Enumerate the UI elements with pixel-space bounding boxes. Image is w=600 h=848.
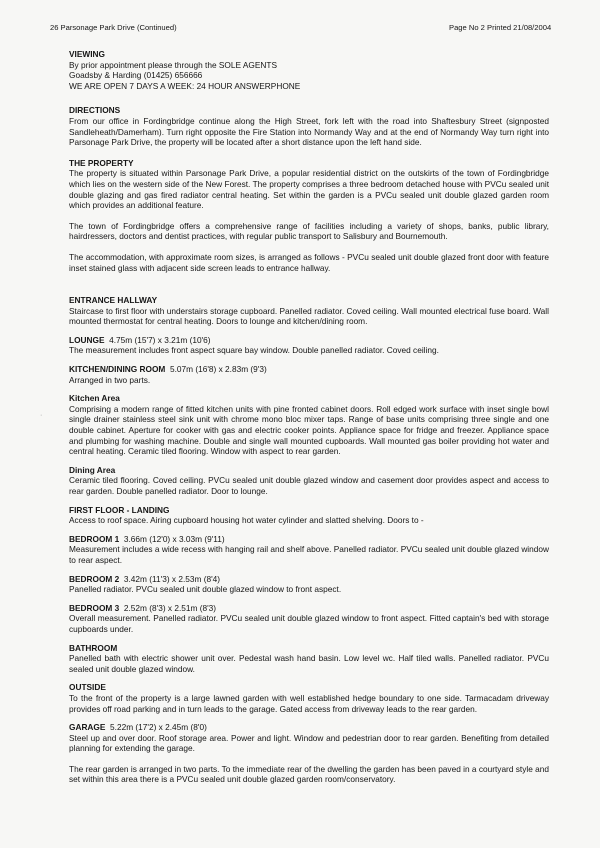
room-title-line xyxy=(69,643,549,654)
room-title: Kitchen Area xyxy=(69,393,120,404)
property-heading: THE PROPERTY xyxy=(69,157,134,168)
room-dimensions: 2.52m (8'3) x 2.51m (8'3) xyxy=(123,602,217,613)
room-title-line xyxy=(69,534,549,545)
room-title-line xyxy=(69,295,549,306)
room-section xyxy=(69,574,549,595)
room-title-line xyxy=(69,393,549,404)
room-section xyxy=(69,505,549,526)
room-description: Comprising a modern range of fitted kitchen units with pine fronted cabinet doors. Roll edged work surface with inset single bowl single drainer stainless steel sink unit with chrome mono bloc mixer taps. Range of base units comprising three single and one double cabinet. Aperture for cooker with gas and electric cooker points. Appliance space for fridge and freezer. Appliance space and plumbing for washing machine. Double and single wall mounted cupboards. Wall mounted gas boiler providing hot water and central heating. Ceramic tiled flooring. Window with aspect to rear garden. xyxy=(69,403,549,457)
directions-text: From our office in Fordingbridge continue along the High Street, fork left with the road into Shaftesbury Street (signposted Sandleheath/Damerham). Turn right opposite the Fire Station into Normandy Way and at the end of Normandy Way turn right into Parsonage Park Drive, the property will be located after a short distance upon the left hand side. xyxy=(69,115,549,148)
room-section xyxy=(69,393,549,457)
room-description: The measurement includes front aspect square bay window. Double panelled radiator. Coved ceiling. xyxy=(69,345,439,356)
room-title: LOUNGE xyxy=(69,334,105,345)
room-section xyxy=(69,643,549,675)
viewing-heading: VIEWING xyxy=(69,49,105,59)
room-title-line xyxy=(69,574,549,585)
room-description: Arranged in two parts. xyxy=(69,374,151,385)
viewing-line-3: WE ARE OPEN 7 DAYS A WEEK: 24 HOUR ANSWERPHONE xyxy=(69,80,301,91)
room-section xyxy=(69,465,549,497)
room-title-line xyxy=(69,722,549,733)
room-title: FIRST FLOOR - LANDING xyxy=(69,504,170,515)
room-section xyxy=(69,295,549,327)
room-section xyxy=(69,682,549,714)
room-dimensions: 4.75m (15'7) x 3.21m (10'6) xyxy=(109,334,211,345)
room-description: Panelled bath with electric shower unit over. Pedestal wash hand basin. Low level wc. Half tiled walls. Panelled radiator. PVCu sealed unit double glazed window. xyxy=(69,653,549,674)
directions-section xyxy=(69,105,549,147)
room-description: Staircase to first floor with understairs storage cupboard. Panelled radiator. Coved ceiling. Wall mounted electrical fuse board. Wall mounted thermostat for central heating. Doors to lounge and kitchen/dining room. xyxy=(69,305,549,327)
room-description: Measurement includes a wide recess with hanging rail and shelf above. Panelled radiator. PVCu sealed unit double glazed window to rear aspect. xyxy=(69,544,549,565)
viewing-line-1: By prior appointment please through the SOLE AGENTS xyxy=(69,59,277,70)
room-section xyxy=(69,603,549,635)
room-title: BEDROOM 1 xyxy=(69,533,120,544)
room-description: Overall measurement. Panelled radiator. PVCu sealed unit double glazed window to front aspect. Fitted captain's bed with storage cupboards under. xyxy=(69,613,549,634)
header-printed-date: Printed 21/08/2004 xyxy=(487,23,552,32)
property-paragraph-2: The town of Fordingbridge offers a comprehensive range of facilities including a variety of shops, banks, public library, hairdressers, doctors and dentist practices, with regular public transport to Salisbury and Bournemouth. xyxy=(69,220,549,242)
scan-speck: · xyxy=(40,412,43,419)
room-dimensions: 5.22m (17'2) x 2.45m (8'0) xyxy=(110,722,207,733)
viewing-line-2: Goadsby & Harding (01425) 656666 xyxy=(69,70,203,81)
room-title: OUTSIDE xyxy=(69,682,106,693)
room-title: ENTRANCE HALLWAY xyxy=(69,295,158,306)
room-description: Panelled radiator. PVCu sealed unit double glazed window to front aspect. xyxy=(69,584,342,595)
room-section xyxy=(69,534,549,566)
room-title: GARAGE xyxy=(69,722,106,733)
room-title: BEDROOM 3 xyxy=(69,602,120,613)
room-title: Dining Area xyxy=(69,464,116,475)
header-address: 26 Parsonage Park Drive (Continued) xyxy=(50,23,177,32)
room-title: KITCHEN/DINING ROOM xyxy=(69,364,166,375)
room-dimensions: 5.07m (16'8) x 2.83m (9'3) xyxy=(169,364,267,375)
property-paragraph-1: The property is situated within Parsonage Park Drive, a popular residential district on the outskirts of the town of Fordingbridge which lies on the western side of the New Forest. The property comprises a three bedroom detached house with PVCu sealed unit double glazing and gas fired radiator central heating. Set within the garden is a PVCu sealed unit double glazed garden room which provides an additional feature. xyxy=(69,168,549,211)
header-page-number: Page No 2 xyxy=(449,23,485,32)
document-body xyxy=(69,49,549,785)
property-section xyxy=(69,158,549,273)
room-dimensions: 3.42m (11'3) x 2.53m (8'4) xyxy=(123,573,221,584)
room-section xyxy=(69,364,549,385)
room-section xyxy=(69,335,549,356)
room-title-line xyxy=(69,603,549,614)
directions-heading: DIRECTIONS xyxy=(69,105,121,116)
room-dimensions: 3.66m (12'0) x 3.03m (9'11) xyxy=(123,533,225,544)
room-description: To the front of the property is a large lawned garden with well established hedge boundary to one side. Tarmacadam driveway provides off road parking and in turn leads to the garage. Gated access from driveway leads to the rear garden. xyxy=(69,692,549,714)
closing-paragraph: The rear garden is arranged in two parts. To the immediate rear of the dwelling the garden has been paved in a courtyard style and set within this area there is a PVCu sealed unit double glazed garden room/conservatory. xyxy=(69,763,549,785)
property-paragraph-3: The accommodation, with approximate room sizes, is arranged as follows - PVCu sealed unit double glazed front door with feature inset stained glass with adjacent side screen leads to entrance hallway. xyxy=(69,251,549,273)
room-title-line xyxy=(69,465,549,476)
room-title-line xyxy=(69,505,549,516)
room-section xyxy=(69,722,549,754)
room-title-line xyxy=(69,682,549,693)
room-title: BEDROOM 2 xyxy=(69,573,120,584)
viewing-section xyxy=(69,49,549,91)
room-title-line xyxy=(69,335,549,346)
room-description: Access to roof space. Airing cupboard housing hot water cylinder and slatted shelving. Doors to - xyxy=(69,515,424,526)
room-title: BATHROOM xyxy=(69,642,118,653)
room-title-line xyxy=(69,364,549,375)
rooms-list xyxy=(69,295,549,754)
room-description: Ceramic tiled flooring. Coved ceiling. PVCu sealed unit double glazed window and casement door provides aspect and access to rear garden. Double panelled radiator. Door to lounge. xyxy=(69,475,549,496)
room-description: Steel up and over door. Roof storage area. Power and light. Window and pedestrian door to rear garden. Benefiting from detailed planning for extending the garage. xyxy=(69,732,549,754)
